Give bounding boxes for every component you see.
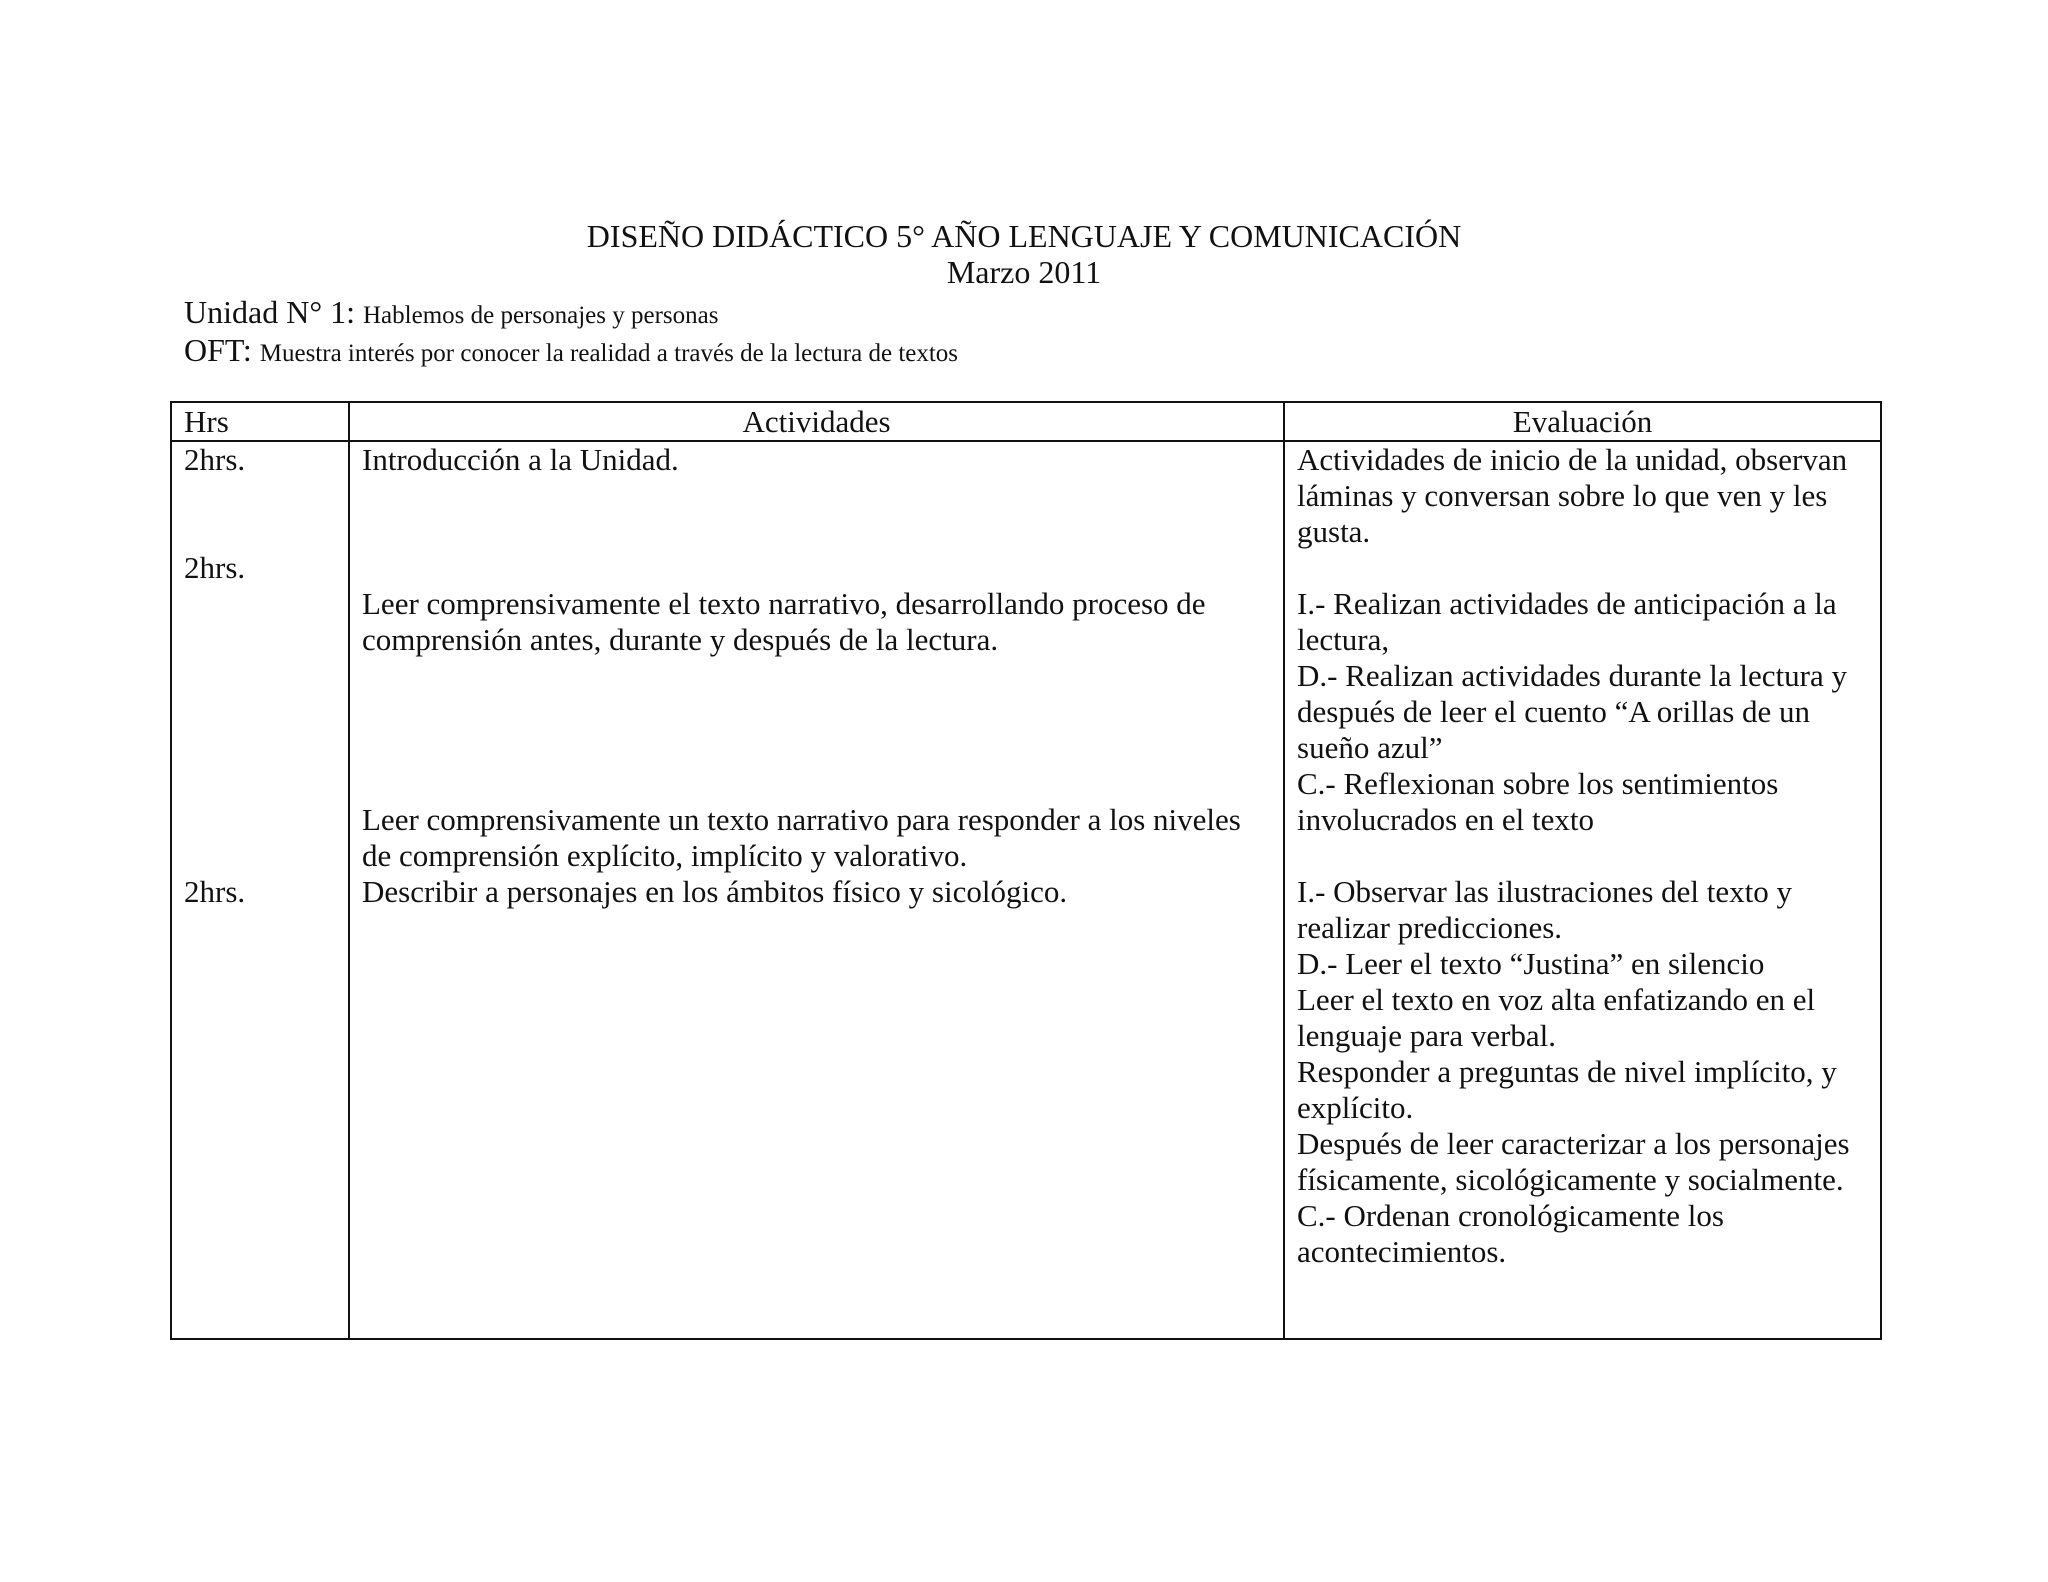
table-row	[171, 441, 1881, 1339]
evaluation-line: lenguaje para verbal.	[1297, 1018, 1557, 1053]
evaluation-line: I.- Realizan actividades de anticipación a la	[1297, 586, 1837, 621]
document-title: DISEÑO DIDÁCTICO 5° AÑO LENGUAJE Y COMUNICACIÓN	[586, 218, 1462, 254]
lesson-plan-table	[170, 401, 1882, 1340]
evaluation-line: después de leer el cuento “A orillas de un	[1297, 694, 1811, 729]
evaluation-line: C.- Ordenan cronológicamente los	[1297, 1198, 1724, 1233]
evaluation-line: Después de leer caracterizar a los personajes	[1297, 1126, 1850, 1161]
evaluation-line: láminas y conversan sobre lo que ven y les	[1297, 478, 1828, 513]
header-evaluation: Evaluación	[1284, 402, 1881, 441]
activity-line: Leer comprensivamente un texto narrativo para responder a los niveles	[362, 802, 1241, 837]
table-header-row	[171, 402, 1881, 441]
activities-cell	[349, 441, 1284, 1339]
activity-line: Leer comprensivamente el texto narrativo, desarrollando proceso de	[362, 586, 1206, 621]
evaluation-line: físicamente, sicológicamente y socialmente.	[1297, 1162, 1844, 1197]
evaluation-line: sueño azul”	[1297, 730, 1443, 765]
evaluation-line: Leer el texto en voz alta enfatizando en el	[1297, 982, 1816, 1017]
evaluation-line: D.- Realizan actividades durante la lectura y	[1297, 658, 1847, 693]
activity-line: Introducción a la Unidad.	[362, 442, 679, 477]
oft-label: OFT:	[184, 332, 252, 368]
document-date: Marzo 2011	[946, 254, 1102, 290]
evaluation-line: Actividades de inicio de la unidad, observan	[1297, 442, 1848, 477]
oft-text: Muestra interés por conocer la realidad a través de la lectura de textos	[259, 340, 959, 367]
evaluation-line: I.- Observar las ilustraciones del texto y	[1297, 874, 1792, 909]
unit-line	[184, 294, 718, 334]
evaluation-line: C.- Reflexionan sobre los sentimientos	[1297, 766, 1779, 801]
hours-entry: 2hrs.	[184, 874, 246, 909]
activity-line: Describir a personajes en los ámbitos físico y sicológico.	[362, 874, 1068, 909]
unit-label: Unidad N° 1:	[184, 294, 355, 330]
evaluation-line: realizar predicciones.	[1297, 910, 1563, 945]
hours-entry: 2hrs.	[184, 442, 246, 477]
evaluation-line: explícito.	[1297, 1090, 1414, 1125]
hours-entry: 2hrs.	[184, 550, 246, 585]
title-block	[0, 218, 2048, 290]
header-activities: Actividades	[349, 402, 1284, 441]
activity-line: comprensión antes, durante y después de la lectura.	[362, 622, 999, 657]
oft-line	[184, 332, 958, 372]
header-hrs: Hrs	[171, 402, 349, 441]
evaluation-line: D.- Leer el texto “Justina” en silencio	[1297, 946, 1765, 981]
evaluation-line: gusta.	[1297, 514, 1371, 549]
hours-cell	[171, 441, 349, 1339]
evaluation-line: acontecimientos.	[1297, 1234, 1507, 1269]
evaluation-cell	[1284, 441, 1881, 1339]
unit-text: Hablemos de personajes y personas	[363, 302, 719, 329]
activity-line: de comprensión explícito, implícito y valorativo.	[362, 838, 968, 873]
evaluation-line: involucrados en el texto	[1297, 802, 1594, 837]
evaluation-line: Responder a preguntas de nivel implícito, y	[1297, 1054, 1837, 1089]
evaluation-line: lectura,	[1297, 622, 1390, 657]
